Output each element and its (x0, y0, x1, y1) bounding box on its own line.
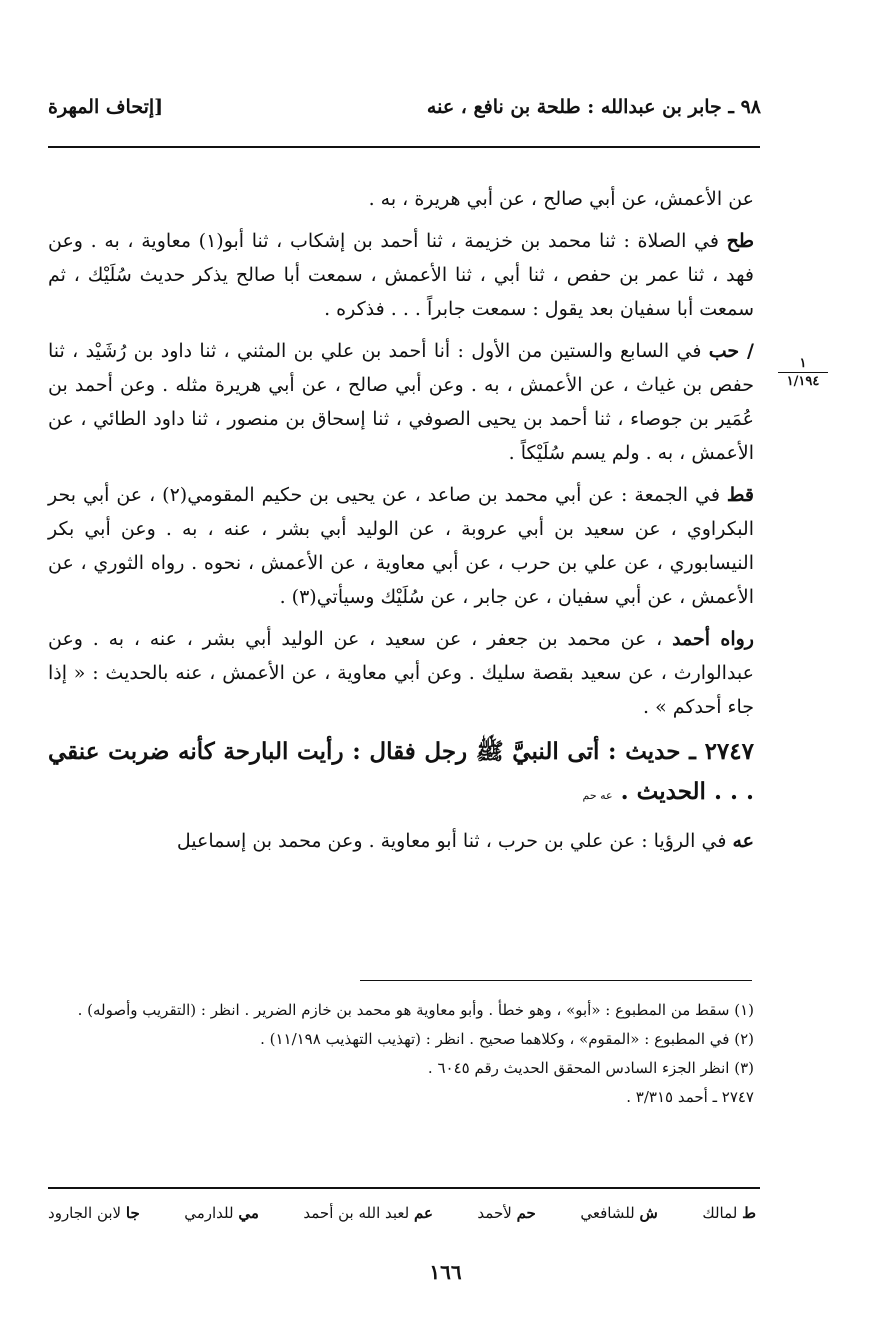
paragraph-5 (48, 622, 754, 724)
footnote-rule (360, 980, 752, 981)
paragraph-3 (48, 334, 754, 470)
abbrev-name: لأحمد (477, 1204, 512, 1222)
source-code: قط (726, 484, 755, 506)
abbreviation-rule (48, 1187, 760, 1189)
margin-manuscript-ref (772, 356, 834, 389)
main-text (48, 182, 754, 866)
abbrev-item (580, 1204, 658, 1222)
abbrev-item (702, 1204, 756, 1222)
abbrev-item (48, 1204, 140, 1222)
source-code: عه (732, 830, 754, 852)
abbrev-name: لابن الجارود (48, 1204, 122, 1222)
margin-ref-divider (778, 372, 828, 373)
abbrev-code: ش (639, 1204, 658, 1222)
paragraph-2-text: في الصلاة : ثنا محمد بن خزيمة ، ثنا أحمد بن إشكاب ، ثنا أبو(١) معاوية ، به . وعن فهد ، ثنا عمر بن حفص ، ثنا أبي ، ثنا الأعمش ، سمعت أبا صالح يذكر حديث سُلَيْك ، ثم سمعت أبا سفيان بعد يقول : سمعت جابراً . . . فذكره . (48, 230, 754, 320)
section-title: ٩٨ ـ جابر بن عبدالله : طلحة بن نافع ، عنه (426, 96, 761, 118)
margin-ref-bottom: ١/١٩٤ (786, 374, 820, 389)
running-header (48, 96, 761, 128)
hadith-source-codes: عه حم (582, 789, 613, 802)
paragraph-6 (48, 824, 754, 858)
footnote-2: (٢) في المطبوع : «المقوم» ، وكلاهما صحيح . انظر : (تهذيب التهذيب ١١/١٩٨) . (260, 1030, 754, 1048)
abbrev-item (303, 1204, 433, 1222)
footnote-hadith-ref: ٢٧٤٧ ـ أحمد ٣/٣١٥ . (626, 1088, 754, 1106)
abbrev-item (477, 1204, 535, 1222)
abbrev-code: مي (238, 1204, 259, 1222)
abbrev-name: للدارمي (184, 1204, 234, 1222)
source-code: طح (726, 230, 754, 252)
paragraph-1 (48, 182, 754, 216)
book-title: [إتحاف المهرة (48, 96, 164, 118)
abbreviation-key (48, 1204, 756, 1222)
paragraph-6-text: في الرؤيا : عن علي بن حرب ، ثنا أبو معاوية . وعن محمد بن إسماعيل (176, 830, 727, 852)
footnote-1: (١) سقط من المطبوع : «أبو» ، وهو خطأ . وأبو معاوية هو محمد بن خازم الضرير . انظر : (التقريب وأصوله) . (77, 1001, 754, 1019)
paragraph-4 (48, 478, 754, 614)
header-rule (48, 146, 760, 148)
paragraph-2 (48, 224, 754, 326)
paragraph-3-text: في السابع والستين من الأول : أنا أحمد بن علي بن المثني ، ثنا داود بن رُشَيْد ، ثنا حفص بن غياث ، عن الأعمش ، به . وعن أبي صالح ، عن أبي هريرة مثله . وعن أحمد بن عُمَير بن جوصاء ، ثنا أحمد بن يحيى الصوفي ، ثنا إسحاق بن منصور ، ثنا داود الطائي ، عن الأعمش ، به . ولم يسم سُلَيْكاً . (48, 340, 754, 464)
hadith-entry (48, 732, 754, 816)
margin-ref-top: ١ (799, 356, 807, 371)
source-code: رواه أحمد (672, 628, 754, 650)
abbrev-name: للشافعي (580, 1204, 635, 1222)
hadith-text: ـ حديث : أتى النبيَّ ﷺ رجل فقال : رأيت البارحة كأنه ضربت عنقي . . . الحديث . (48, 738, 754, 805)
abbrev-code: جا (125, 1204, 140, 1222)
footnote-3: (٣) انظر الجزء السادس المحقق الحديث رقم ٦٠٤٥ . (427, 1059, 754, 1077)
paragraph-5-text: ، عن محمد بن جعفر ، عن سعيد ، عن الوليد أبي بشر ، عنه ، به . وعن عبدالوارث ، عن سعيد بقصة سليك . وعن أبي معاوية ، عن الأعمش ، عنه بالحديث : « إذا جاء أحدكم » . (48, 628, 754, 718)
abbrev-code: حم (516, 1204, 536, 1222)
abbrev-item (184, 1204, 259, 1222)
abbrev-name: لعبد الله بن أحمد (303, 1204, 410, 1222)
footnotes (48, 996, 754, 1112)
page-number: ١٦٦ (429, 1260, 462, 1284)
paragraph-4-text: في الجمعة : عن أبي محمد بن صاعد ، عن يحيى بن حكيم المقومي(٢) ، عن أبي بحر البكراوي ، عن سعيد بن أبي عروبة ، عن الوليد أبي بشر ، عنه ، به . وعن أبي بكر النيسابوري ، عن علي بن حرب ، عن أبي معاوية ، عن الأعمش ، نحوه . رواه الثوري ، عن الأعمش ، عن أبي سفيان ، عن جابر ، عن سُلَيْك وسيأتي(٣) . (48, 484, 754, 608)
hadith-number: ٢٧٤٧ (704, 738, 754, 765)
abbrev-name: لمالك (702, 1204, 738, 1222)
abbrev-code: ط (742, 1204, 756, 1222)
abbrev-code: عم (414, 1204, 433, 1222)
source-code: / حب (708, 340, 754, 362)
paragraph-1-text: عن الأعمش، عن أبي صالح ، عن أبي هريرة ، به . (368, 188, 754, 210)
